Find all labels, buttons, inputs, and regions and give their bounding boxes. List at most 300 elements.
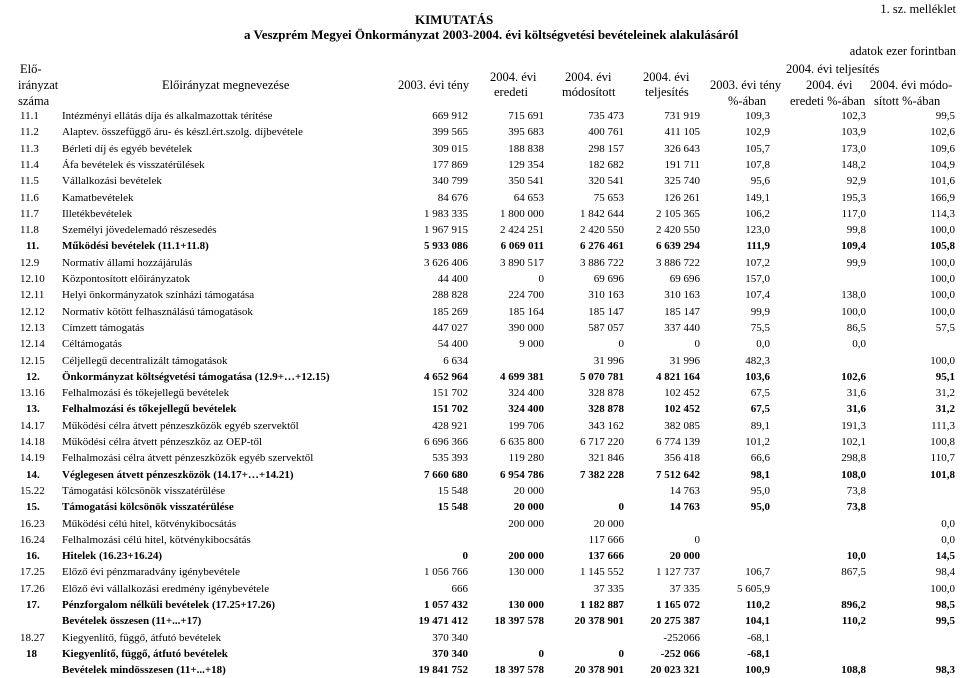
cell-pb: 173,0 — [841, 142, 866, 155]
cell-pc: 0,0 — [941, 533, 955, 546]
cell-pc: 100,0 — [930, 256, 955, 269]
cell-v2003: 177 869 — [432, 158, 468, 171]
cell-pb: 298,8 — [841, 452, 866, 465]
cell-pa: 149,1 — [745, 191, 770, 204]
cell-pb: 99,9 — [846, 256, 866, 269]
cell-pc: 114,3 — [930, 207, 955, 220]
header-pct-a-1: 2003. évi tény — [710, 78, 782, 92]
cell-pc: 100,0 — [930, 354, 955, 367]
cell-pa: 123,0 — [745, 224, 770, 237]
cell-telj: 4 821 164 — [656, 370, 700, 383]
cell-name: Működési célú hitel, kötvénykibocsátás — [62, 517, 237, 530]
cell-mod: 69 696 — [593, 273, 624, 285]
cell-pb: 191,3 — [841, 419, 866, 432]
cell-mod: 185 147 — [588, 305, 624, 318]
table-row — [0, 581, 960, 597]
cell-name: Bevételek összesen (11+...+17) — [62, 615, 202, 628]
cell-pc: 105,8 — [930, 240, 955, 253]
table-row — [0, 434, 960, 450]
cell-mod: 20 000 — [593, 517, 624, 530]
cell-telj: 310 163 — [664, 289, 700, 302]
cell-pa: 5 605,9 — [737, 582, 770, 595]
cell-pa: 107,2 — [745, 256, 770, 269]
cell-pc: 100,0 — [930, 289, 955, 302]
cell-pa: 67,5 — [750, 387, 770, 400]
cell-telj: 20 000 — [669, 550, 700, 563]
cell-pa: 95,0 — [750, 501, 770, 514]
cell-mod: 0 — [618, 338, 624, 351]
cell-pa: 109,3 — [745, 110, 770, 122]
header-pct-c-2: sított %-ában — [874, 94, 941, 108]
cell-num: 16.23 — [20, 517, 45, 530]
table-row — [0, 238, 960, 254]
cell-ered: 2 424 251 — [500, 224, 544, 237]
cell-num: 17.25 — [20, 566, 45, 579]
cell-pc: 57,5 — [935, 321, 955, 334]
cell-telj: 337 440 — [664, 321, 700, 334]
cell-name: Bevételek mindösszesen (11+...+18) — [62, 664, 226, 677]
cell-v2003: 447 027 — [432, 321, 468, 334]
cell-v2003: 399 565 — [432, 126, 468, 139]
header-teljesites-2: teljesítés — [645, 85, 689, 99]
cell-name: Működési célra átvett pénzeszköz az OEP-től — [62, 436, 263, 448]
cell-pa: 105,7 — [745, 142, 770, 155]
cell-name: Normatív állami hozzájárulás — [62, 256, 193, 269]
cell-pb: 92,9 — [846, 175, 866, 188]
cell-telj: 411 105 — [664, 126, 700, 139]
cell-pa: 157,0 — [745, 273, 770, 285]
cell-ered: 199 706 — [508, 419, 544, 432]
cell-pc: 166,9 — [930, 191, 955, 204]
cell-num: 11. — [26, 240, 40, 253]
cell-pc: 98,5 — [935, 599, 955, 611]
cell-mod: 298 157 — [588, 142, 624, 155]
cell-ered: 18 397 578 — [494, 615, 544, 628]
cell-pb: 73,8 — [846, 501, 866, 514]
cell-num: 11.7 — [20, 207, 39, 220]
cell-mod: 20 378 901 — [574, 664, 624, 677]
cell-pc: 0,0 — [941, 517, 955, 530]
cell-ered: 4 699 381 — [500, 370, 544, 383]
cell-ered: 20 000 — [513, 484, 544, 497]
cell-v2003: 6 696 366 — [424, 436, 468, 448]
cell-pb: 108,8 — [841, 664, 866, 677]
cell-telj: 6 774 139 — [656, 436, 700, 448]
cell-ered: 18 397 578 — [494, 664, 544, 677]
table-row — [0, 157, 960, 173]
cell-ered: 1 800 000 — [500, 207, 544, 220]
header-num-3: száma — [18, 94, 50, 108]
cell-num: 16. — [26, 550, 40, 563]
table-row — [0, 173, 960, 189]
cell-pb: 31,6 — [846, 403, 866, 416]
cell-telj: 14 763 — [669, 501, 700, 514]
cell-mod: 320 541 — [588, 175, 624, 188]
cell-ered: 324 400 — [508, 403, 544, 416]
header-name: Előirányzat megnevezése — [162, 78, 290, 92]
cell-num: 14.19 — [20, 452, 45, 465]
cell-pc: 101,8 — [930, 468, 955, 481]
cell-pc: 100,0 — [930, 273, 955, 285]
table-row — [0, 255, 960, 271]
cell-v2003: 185 269 — [432, 305, 468, 318]
cell-ered: 64 653 — [513, 191, 544, 204]
cell-telj: 731 919 — [664, 110, 700, 122]
cell-name: Előző évi vállalkozási eredmény igénybevétele — [62, 582, 270, 595]
cell-telj: 20 275 387 — [650, 615, 700, 628]
header-group-teljesites: 2004. évi teljesítés — [786, 62, 880, 76]
cell-name: Intézményi ellátás díja és alkalmazottak térítése — [62, 110, 273, 122]
cell-name: Bérleti díj és egyéb bevételek — [62, 142, 193, 155]
table-row — [0, 548, 960, 564]
cell-mod: 37 335 — [593, 582, 624, 595]
cell-v2003: 6 634 — [443, 354, 468, 367]
cell-pa: 0,0 — [756, 338, 770, 351]
cell-num: 12. — [26, 370, 40, 383]
cell-mod: 31 996 — [593, 354, 624, 367]
cell-mod: 343 162 — [588, 419, 624, 432]
header-teljesites-1: 2004. évi — [643, 70, 690, 84]
cell-num: 12.15 — [20, 354, 45, 367]
header-eredeti-1: 2004. évi — [490, 70, 537, 84]
table-row — [0, 336, 960, 352]
table-row — [0, 662, 960, 678]
cell-pa: 66,6 — [750, 452, 770, 465]
cell-telj: 102 452 — [664, 403, 700, 416]
table-row — [0, 516, 960, 532]
cell-pb: 108,0 — [841, 468, 866, 481]
cell-mod: 75 653 — [593, 191, 624, 204]
cell-v2003: 5 933 086 — [424, 240, 468, 253]
header-eredeti-2: eredeti — [494, 85, 529, 99]
cell-pb: 102,1 — [841, 436, 866, 448]
header-pct-a-2: %-ában — [728, 94, 767, 108]
cell-mod: 1 842 644 — [580, 207, 624, 220]
cell-pa: 75,5 — [750, 321, 770, 334]
cell-v2003: 535 393 — [432, 452, 468, 465]
table-row — [0, 483, 960, 499]
cell-name: Személyi jövedelemadó részesedés — [62, 224, 217, 237]
table-row — [0, 190, 960, 206]
cell-telj: 325 740 — [664, 175, 700, 188]
cell-v2003: 1 967 915 — [424, 224, 468, 237]
header-num-2: irányzat — [18, 78, 59, 92]
header-2003: 2003. évi tény — [398, 78, 470, 92]
table-row — [0, 287, 960, 303]
cell-pc: 100,0 — [930, 224, 955, 237]
cell-mod: 7 382 228 — [580, 468, 624, 481]
cell-ered: 390 000 — [508, 321, 544, 334]
cell-pa: 103,6 — [745, 370, 770, 383]
cell-mod: 0 — [618, 501, 624, 514]
cell-pb: 102,6 — [841, 370, 866, 383]
cell-mod: 20 378 901 — [574, 615, 624, 628]
cell-pb: 73,8 — [846, 484, 866, 497]
cell-pa: 95,0 — [750, 484, 770, 497]
cell-telj: 3 886 722 — [656, 256, 700, 269]
cell-v2003: 1 983 335 — [424, 207, 468, 220]
cell-ered: 224 700 — [508, 289, 544, 302]
cell-name: Áfa bevételek és visszatérülések — [62, 158, 205, 171]
cell-num: 11.8 — [20, 224, 39, 237]
table-row — [0, 206, 960, 222]
cell-name: Kiegyenlítő, függő, átfutó bevételek — [62, 631, 222, 644]
cell-v2003: 3 626 406 — [424, 256, 468, 269]
table-row — [0, 630, 960, 646]
cell-num: 13. — [26, 403, 40, 416]
cell-ered: 200 000 — [508, 550, 544, 563]
cell-telj: 1 127 737 — [656, 566, 700, 579]
cell-v2003: 19 471 412 — [418, 615, 468, 628]
cell-telj: 356 418 — [664, 452, 700, 465]
cell-ered: 130 000 — [508, 599, 544, 611]
cell-pa: 106,7 — [745, 566, 770, 579]
cell-telj: -252 066 — [660, 647, 700, 660]
cell-v2003: 4 652 964 — [424, 370, 468, 383]
cell-pa: 111,9 — [746, 240, 770, 253]
cell-v2003: 669 912 — [432, 110, 468, 122]
cell-num: 11.5 — [20, 175, 39, 188]
cell-pc: 99,5 — [935, 110, 955, 122]
table-row — [0, 564, 960, 580]
cell-num: 18.27 — [20, 631, 45, 644]
cell-v2003: 151 702 — [432, 403, 468, 416]
cell-pa: 99,9 — [750, 305, 770, 318]
cell-ered: 0 — [538, 273, 544, 285]
table-row — [0, 353, 960, 369]
cell-num: 15.22 — [20, 484, 45, 497]
cell-v2003: 15 548 — [437, 501, 468, 514]
header-pct-c-1: 2004. évi módo- — [870, 78, 953, 92]
cell-pa: 89,1 — [750, 419, 770, 432]
cell-pa: 104,1 — [745, 615, 770, 628]
cell-ered: 6 635 800 — [500, 436, 544, 448]
cell-pc: 110,7 — [930, 452, 955, 465]
cell-v2003: 370 340 — [432, 631, 468, 644]
cell-pa: -68,1 — [747, 647, 770, 660]
cell-mod: 117 666 — [588, 533, 624, 546]
cell-name: Normatív kötött felhasználású támogatások — [62, 305, 253, 318]
cell-pb: 867,5 — [841, 566, 866, 579]
table-row — [0, 418, 960, 434]
cell-mod: 328 878 — [588, 403, 624, 416]
cell-pc: 111,3 — [931, 419, 955, 432]
cell-pb: 86,5 — [846, 321, 866, 334]
cell-num: 15. — [26, 501, 40, 514]
cell-mod: 310 163 — [588, 289, 624, 302]
cell-name: Címzett támogatás — [62, 321, 145, 334]
cell-pa: 102,9 — [745, 126, 770, 139]
cell-v2003: 666 — [451, 582, 468, 595]
cell-name: Működési célra átvett pénzeszközök egyéb szervektől — [62, 419, 299, 432]
cell-pc: 100,0 — [930, 582, 955, 595]
cell-num: 12.14 — [20, 338, 45, 351]
cell-pa: -68,1 — [747, 631, 770, 644]
cell-name: Működési bevételek (11.1+11.8) — [62, 240, 209, 253]
cell-mod: 182 682 — [588, 158, 624, 171]
cell-pc: 104,9 — [930, 158, 955, 171]
table-row — [0, 613, 960, 629]
table-row — [0, 450, 960, 466]
cell-pa: 110,2 — [745, 599, 770, 611]
cell-name: Támogatási kölcsönök visszatérülése — [62, 484, 226, 497]
cell-telj: 0 — [694, 533, 700, 546]
cell-name: Céljellegű decentralizált támogatások — [62, 354, 228, 367]
cell-mod: 1 182 887 — [580, 599, 624, 611]
cell-name: Támogatási kölcsönök visszatérülése — [62, 501, 234, 514]
cell-pb: 117,0 — [841, 207, 866, 220]
cell-pb: 102,3 — [841, 110, 866, 122]
cell-pa: 106,2 — [745, 207, 770, 220]
table-row — [0, 385, 960, 401]
cell-mod: 328 878 — [588, 387, 624, 400]
cell-pa: 95,6 — [750, 175, 770, 188]
cell-v2003: 1 056 766 — [424, 566, 468, 579]
cell-pa: 482,3 — [745, 354, 770, 367]
cell-pc: 14,5 — [935, 550, 955, 563]
table-row — [0, 271, 960, 287]
cell-num: 12.12 — [20, 305, 45, 318]
cell-num: 14.18 — [20, 436, 45, 448]
cell-pc: 98,4 — [935, 566, 955, 579]
cell-num: 14. — [26, 468, 40, 481]
table-row — [0, 401, 960, 417]
cell-pb: 138,0 — [841, 289, 866, 302]
document-title: KIMUTATÁS — [415, 12, 494, 27]
cell-name: Önkormányzat költségvetési támogatása (12.9+…+12.15) — [62, 370, 330, 383]
cell-v2003: 19 841 752 — [418, 664, 468, 677]
cell-v2003: 84 676 — [437, 191, 468, 204]
cell-ered: 20 000 — [513, 501, 544, 514]
cell-mod: 2 420 550 — [580, 224, 624, 237]
cell-telj: 126 261 — [664, 191, 700, 204]
cell-name: Felhalmozási célra átvett pénzeszközök egyéb szervektől — [62, 452, 314, 465]
cell-name: Felhalmozási célú hitel, kötvénykibocsátás — [62, 533, 251, 546]
cell-telj: 6 639 294 — [656, 240, 700, 253]
cell-pc: 99,5 — [935, 615, 955, 628]
table-row — [0, 320, 960, 336]
cell-mod: 321 846 — [588, 452, 624, 465]
cell-num: 11.4 — [20, 158, 39, 171]
cell-pb: 31,6 — [846, 387, 866, 400]
cell-v2003: 44 400 — [437, 273, 468, 285]
cell-num: 13.16 — [20, 387, 45, 400]
cell-ered: 119 280 — [508, 452, 544, 465]
cell-pc: 31,2 — [935, 387, 955, 400]
cell-num: 14.17 — [20, 419, 45, 432]
cell-name: Hitelek (16.23+16.24) — [62, 550, 163, 563]
cell-pb: 103,9 — [841, 126, 866, 139]
header-pct-b-1: 2004. évi — [806, 78, 853, 92]
cell-num: 18 — [26, 647, 37, 660]
table-row — [0, 597, 960, 613]
cell-pa: 107,4 — [745, 289, 770, 302]
cell-telj: 382 085 — [664, 419, 700, 432]
cell-mod: 6 717 220 — [580, 436, 624, 448]
cell-ered: 130 000 — [508, 566, 544, 579]
document-subtitle: a Veszprém Megyei Önkormányzat 2003-2004. évi költségvetési bevételeinek alakulásáról — [244, 27, 739, 42]
cell-num: 11.1 — [20, 110, 39, 122]
cell-ered: 200 000 — [508, 517, 544, 530]
cell-pb: 148,2 — [841, 158, 866, 171]
table-row — [0, 369, 960, 385]
cell-telj: 7 512 642 — [656, 468, 700, 481]
cell-mod: 587 057 — [588, 321, 624, 334]
cell-pa: 67,5 — [750, 403, 770, 416]
cell-name: Illetékbevételek — [62, 207, 133, 220]
cell-name: Kamatbevételek — [62, 191, 134, 204]
cell-v2003: 340 799 — [432, 175, 468, 188]
cell-ered: 3 890 517 — [500, 256, 544, 269]
cell-telj: 31 996 — [669, 354, 700, 367]
cell-name: Felhalmozási és tőkejellegű bevételek — [62, 403, 237, 416]
cell-pb: 896,2 — [841, 599, 866, 611]
cell-mod: 5 070 781 — [580, 370, 624, 383]
cell-telj: 1 165 072 — [656, 599, 700, 611]
cell-pa: 107,8 — [745, 158, 770, 171]
cell-num: 17.26 — [20, 582, 45, 595]
cell-ered: 185 164 — [508, 305, 544, 318]
cell-num: 11.2 — [20, 126, 39, 139]
unit-note: adatok ezer forintban — [849, 44, 956, 58]
cell-pc: 95,1 — [935, 370, 955, 383]
cell-name: Alaptev. összefüggő áru- és készl.ért.szolg. díjbevétele — [62, 126, 303, 139]
cell-num: 12.11 — [20, 289, 45, 302]
header-num-1: Elő- — [20, 62, 42, 76]
table-row — [0, 499, 960, 515]
cell-ered: 395 683 — [508, 126, 544, 139]
cell-name: Céltámogatás — [62, 338, 122, 351]
cell-pa: 100,9 — [745, 664, 770, 677]
cell-ered: 0 — [538, 647, 544, 660]
cell-telj: -252066 — [663, 631, 700, 644]
cell-telj: 0 — [694, 338, 700, 351]
cell-pb: 100,0 — [841, 305, 866, 318]
cell-telj: 191 711 — [664, 158, 700, 171]
cell-mod: 6 276 461 — [580, 240, 624, 253]
table-row — [0, 124, 960, 140]
cell-pa: 98,1 — [750, 468, 770, 481]
cell-pc: 102,6 — [930, 126, 955, 139]
cell-ered: 324 400 — [508, 387, 544, 400]
table-row — [0, 304, 960, 320]
cell-ered: 9 000 — [519, 338, 544, 351]
cell-num: 12.13 — [20, 321, 45, 334]
cell-mod: 735 473 — [588, 110, 624, 122]
table-row — [0, 467, 960, 483]
cell-v2003: 428 921 — [432, 419, 468, 432]
cell-pb: 0,0 — [852, 338, 866, 351]
cell-ered: 188 838 — [508, 142, 544, 155]
cell-telj: 69 696 — [669, 273, 700, 285]
cell-telj: 20 023 321 — [650, 664, 700, 677]
table-row — [0, 108, 960, 124]
cell-num: 17. — [26, 599, 40, 611]
cell-mod: 0 — [618, 647, 624, 660]
cell-telj: 37 335 — [669, 582, 700, 595]
cell-name: Véglegesen átvett pénzeszközök (14.17+…+14.21) — [62, 468, 294, 481]
cell-name: Felhalmozási és tőkejellegű bevételek — [62, 387, 230, 400]
cell-pa: 101,2 — [745, 436, 770, 448]
cell-v2003: 1 057 432 — [424, 599, 468, 611]
cell-name: Központosított előirányzatok — [62, 273, 190, 285]
header-modositott-2: módosított — [562, 85, 616, 99]
cell-telj: 185 147 — [664, 305, 700, 318]
table-row — [0, 141, 960, 157]
cell-pc: 101,6 — [930, 175, 955, 188]
header-pct-b-2: eredeti %-ában — [790, 94, 866, 108]
table-row — [0, 532, 960, 548]
